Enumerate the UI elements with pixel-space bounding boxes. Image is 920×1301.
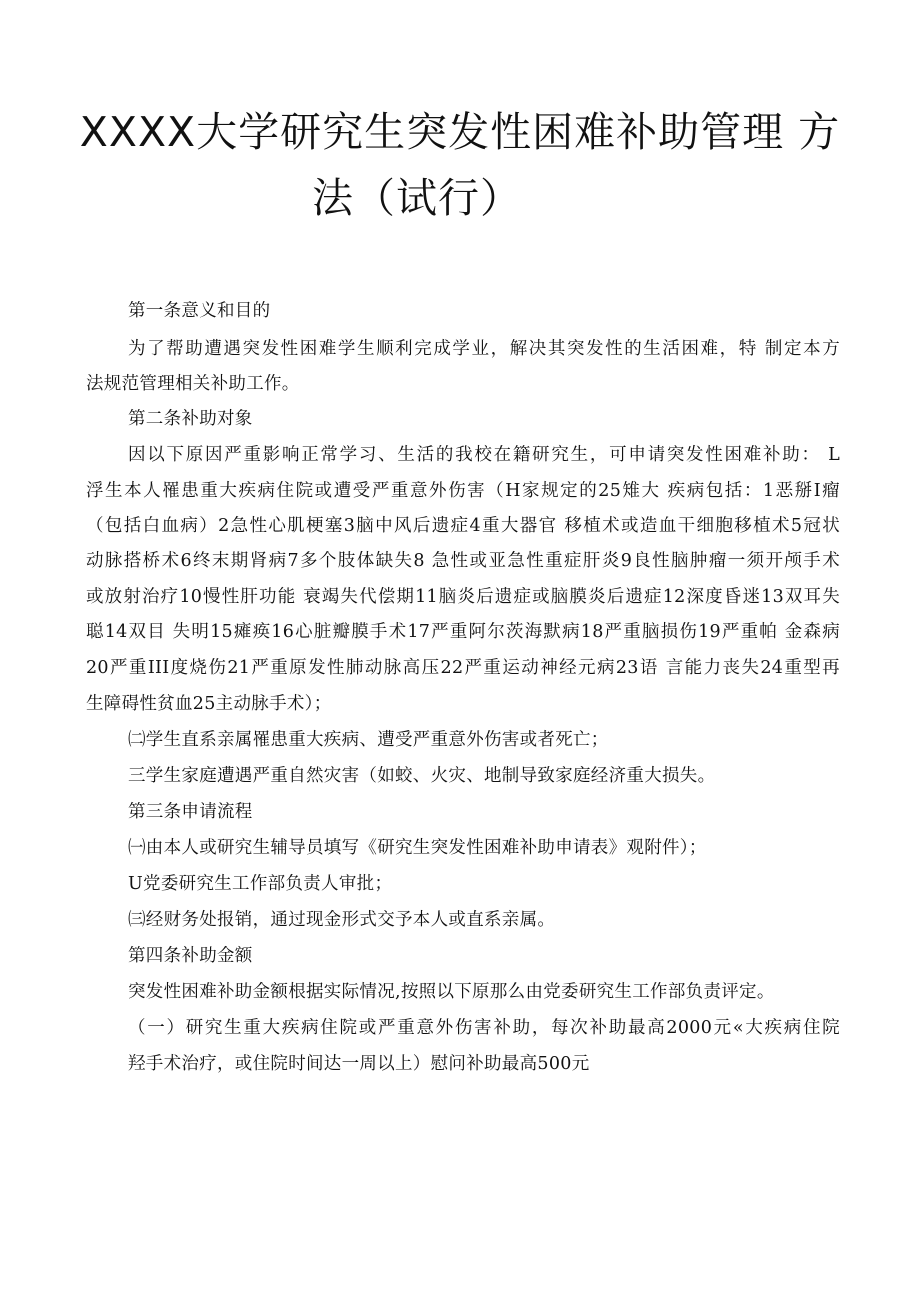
paragraph-line: 浮生本人罹患重大疾病住院或遭受严重意外伤害（H家规定的25雉大 疾病包括：1恶掰I瘤 [86, 481, 840, 501]
paragraph-line: 或放射治疗10慢性肝功能 衰竭失代偿期11脑炎后遗症或脑膜炎后遗症12深度昏迷13双耳失 [86, 587, 840, 607]
paragraph-line: 聪14双目 失明15瘫痪16心脏瓣膜手术17严重阿尔茨海默病18严重脑损伤19严重帕 金森病 [86, 622, 840, 642]
list-item: ㈡学生直系亲属罹患重大疾病、遭受严重意外伤害或者死亡； [128, 730, 609, 750]
paragraph-line: 羟手术治疗，或住院时间达一周以上）慰问补助最高500元 [128, 1054, 590, 1074]
paragraph-line: （包括白血病）2急性心肌梗塞3脑中风后遗症4重大器官 移植术或造血干细胞移植术5冠状 [86, 516, 840, 536]
paragraph-line: 突发性困难补助金额根据实际情况,按照以下原那么由党委研究生工作部负责评定。 [128, 982, 775, 1002]
list-item: 三学生家庭遭遇严重自然灾害（如蛟、火灾、地制导致家庭经济重大损失。 [128, 766, 716, 786]
list-item: U党委研究生工作部负责人审批； [128, 874, 393, 894]
paragraph-line: 因以下原因严重影响正常学习、生活的我校在籍研究生，可申请突发性困难补助： L [128, 445, 840, 465]
paragraph-line: 20严重III度烧伤21严重原发性肺动脉高压22严重运动神经元病23语 言能力丧失24重型再 [86, 658, 840, 678]
paragraph-line: 法规范管理相关补助工作。 [86, 374, 300, 394]
document-title-line-1: XXXX大学研究生突发性困难补助管理 方 [79, 108, 841, 156]
document-title-line-2: 法（试行） [312, 174, 522, 222]
list-item: ㈢经财务处报销，通过现金形式交予本人或直系亲属。 [128, 910, 556, 930]
list-item: ㈠由本人或研究生辅导员填写《研究生突发性困难补助申请表》观附件）； [128, 838, 707, 858]
article-2-heading: 第二条补助对象 [128, 409, 253, 429]
article-4-heading: 第四条补助金额 [128, 946, 253, 966]
paragraph-line: 生障碍性贫血25主动脉手术）； [86, 694, 332, 714]
paragraph-line: 动脉搭桥术6终末期肾病7多个肢体缺失8 急性或亚急性重症肝炎9良性脑肿瘤一须开颅手术 [86, 551, 840, 571]
article-3-heading: 第三条申请流程 [128, 802, 253, 822]
paragraph-line: 为了帮助遭遇突发性困难学生顺利完成学业，解决其突发性的生活困难，特 制定本方 [128, 339, 840, 359]
paragraph-line: （一）研究生重大疾病住院或严重意外伤害补助，每次补助最高2000元«大疾病住院 [128, 1018, 840, 1038]
article-1-heading: 第一条意义和目的 [128, 301, 271, 321]
